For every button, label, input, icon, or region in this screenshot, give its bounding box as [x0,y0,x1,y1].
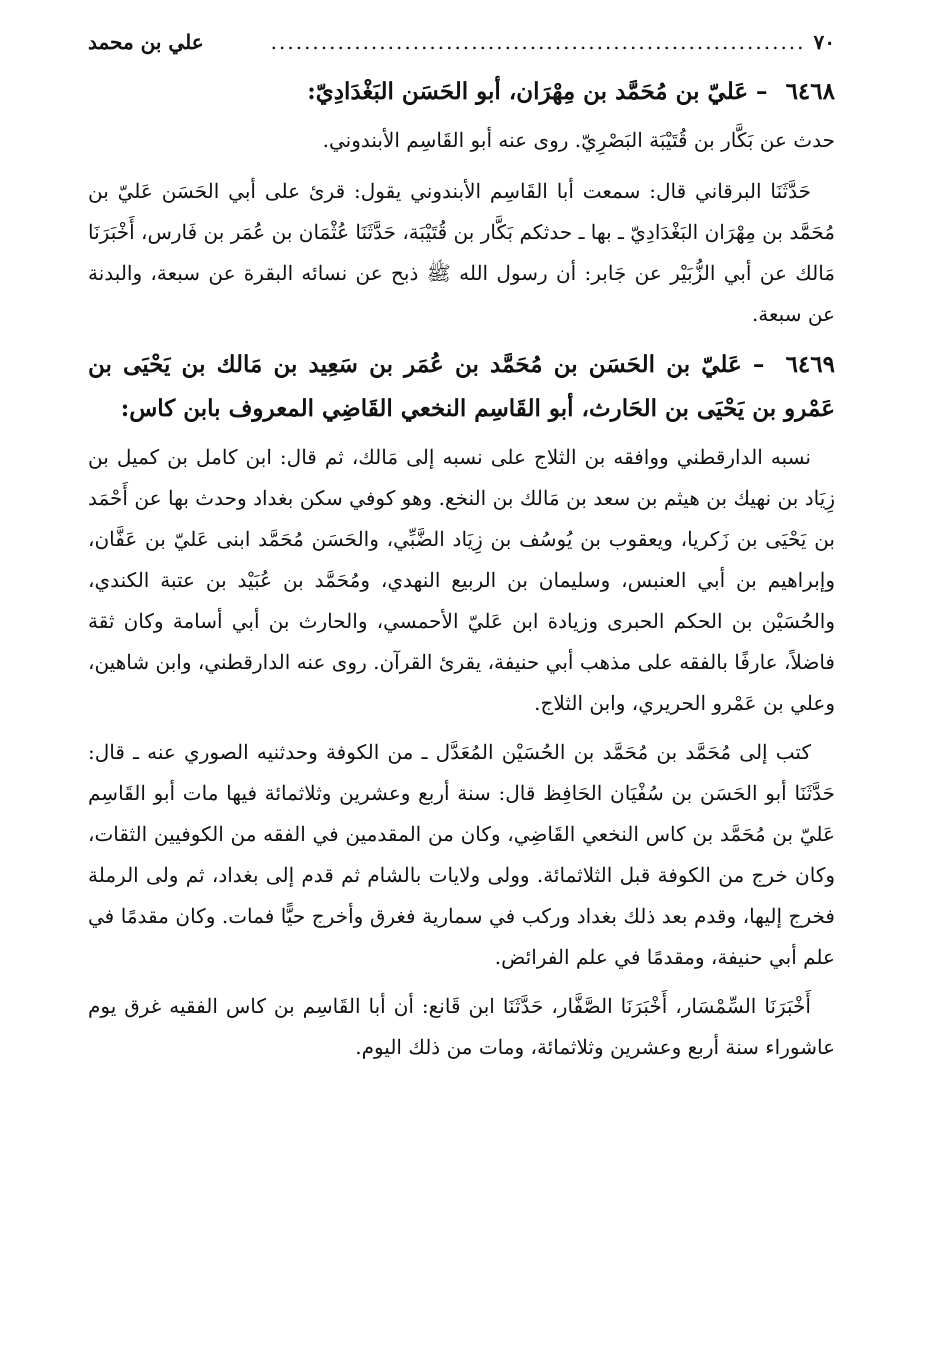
header-dots: ................................................................ [270,30,806,54]
paragraph: حدث عن بَكَّار بن قُتَيْبَة البَصْرِيّ. روى عنه أبو القَاسِم الأبندوني. [322,128,835,152]
entry-heading-6468 [88,70,835,114]
running-header [88,30,835,64]
entry-heading-6469 [88,343,835,431]
page-number: ٧٠ [813,30,835,54]
entry-number: ٦٤٦٩ [785,351,835,378]
paragraph: حَدَّثَنَا البرقاني قال: سمعت أبا القَاسِم الأبندوني يقول: قرئ على أبي الحَسَن عَليّ بن مُحَمَّد بن مِهْرَان البَغْدَادِيّ ـ بها ـ حدثكم بَكَّار بن قُتَيْبَة، حَدَّثَنَا عُثْمَان بن عُمَر بن فَارس، أَخْبَرَنَا مَالك عن أبي الزُّبَيْر عن جَابر: أن رسول الله ﷺ ذبح عن نسائه البقرة عن سبعة، والبدنة عن سبعة. [88,179,835,326]
entry-title: – عَليّ بن الحَسَن بن مُحَمَّد بن عُمَر بن سَعِيد بن مَالك بن يَحْيَى بن عَمْرو بن يَحْيَى بن الحَارث، أبو القَاسِم النخعي القَاضِي المعروف بابن كاس: [88,351,835,422]
paragraph: كتب إلى مُحَمَّد بن مُحَمَّد بن الحُسَيْن المُعَدَّل ـ من الكوفة وحدثنيه الصوري عنه ـ قال: حَدَّثَنَا أبو الحَسَن بن سُفْيَان الحَافِظ قال: سنة أربع وعشرين وثلاثمائة فيها مات أبو القَاسِم عَليّ بن مُحَمَّد بن كاس النخعي القَاضِي، وكان من المقدمين في الفقه من الكوفيين الثقات، وكان خرج من الكوفة قبل الثلاثمائة. وولى ولايات بالشام ثم قدم إلى بغداد، ثم ولى الرملة فخرج إليها، وقدم بعد ذلك بغداد وركب في سمارية فغرق وأخرج حيًّا فمات. وكان مقدمًا في علم أبي حنيفة، ومقدمًا في علم الفرائض. [88,740,835,969]
running-title: علي بن محمد [88,30,204,54]
entry-title: – عَليّ بن مُحَمَّد بن مِهْرَان، أبو الحَسَن البَغْدَادِيّ: [307,78,768,105]
entry-number: ٦٤٦٨ [785,78,835,105]
paragraph: أَخْبَرَنَا السِّمْسَار، أَخْبَرَنَا الصَّفَّار، حَدَّثَنَا ابن قَانع: أن أبا القَاسِم بن كاس الفقيه غرق يوم عاشوراء سنة أربع وعشرين وثلاثمائة، ومات من ذلك اليوم. [88,994,835,1059]
paragraph: نسبه الدارقطني ووافقه بن الثلاج على نسبه إلى مَالك، ثم قال: ابن كامل بن كميل بن زِيَاد بن نهيك بن هيثم بن سعد بن مَالك بن النخع. وهو كوفي سكن بغداد وحدث بها عن أَحْمَد بن يَحْيَى بن زَكريا، ويعقوب بن يُوسُف بن زِيَاد الضَّبِّي، والحَسَن مُحَمَّد ابنى عَليّ بن عَفَّان، وإبراهيم بن أبي العنبس، وسليمان بن الربيع النهدي، ومُحَمَّد بن عُبَيْد بن عتبة الكندي، والحُسَيْن بن الحكم الحبرى وزيادة ابن عَليّ الأحمسي، والحارث بن أبي أسامة وكان ثقة فاضلاً، عارفًا بالفقه على مذهب أبي حنيفة، يقرئ القرآن. روى عنه الدارقطني، وابن شاهين، وعلي بن عَمْرو الحريري، وابن الثلاج. [88,445,835,715]
